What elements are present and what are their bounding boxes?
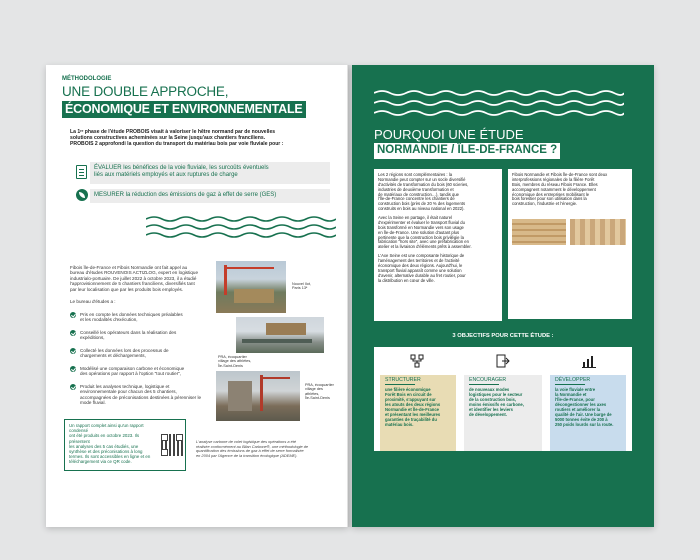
col1-line: industries de deuxième transformation et	[378, 186, 454, 192]
objective-label: ENCOURAGER	[469, 377, 507, 383]
right-title-line-2-text: NORMANDIE / ÎLE-DE-FRANCE ?	[377, 144, 558, 156]
col1-line: construits en bois au niveau national en 2022).	[378, 206, 465, 212]
goal-mesurer-text: MESURER la réduction des émissions de gaz à effet de serre (GES)	[94, 192, 277, 198]
col1-line: pertinente que la construction bois privilégie la	[378, 234, 464, 240]
col2-line: Fibois Normandie et Fibois Île-de-France sont deux	[512, 172, 608, 177]
quote-line: Normandie vers son usage en	[512, 288, 602, 296]
footnote-line: réalisée conformément au Bilan Carbone®, une méthodologie de	[196, 443, 309, 449]
objective-line: logistiques pour le secteur	[469, 391, 523, 397]
objective-line: les atouts des deux régions	[385, 401, 441, 407]
leaf-icon	[76, 189, 88, 201]
objective-line: qualité de l'air. Une barge de	[555, 411, 612, 417]
objective-label: DÉVELOPPER	[555, 377, 591, 383]
report-line: termes. Ils sont accessibles en ligne et en	[69, 454, 151, 460]
checklist-line: environnementale pour chacun des 5 chantiers,	[80, 389, 177, 395]
checklist-line: et les modalités d'exécution,	[80, 317, 138, 323]
col1-line: d'avenir, alternative durable au fret routier, pour	[378, 272, 466, 278]
footnote	[196, 440, 336, 458]
goal-evaluer	[90, 162, 330, 184]
objective-line: la Normandie et	[555, 391, 587, 397]
checklist-line: chargements et déchargements,	[80, 353, 146, 359]
goal-evaluer-line-2: liés aux matériels employés et aux ruptures de charge	[94, 172, 238, 179]
col1-line: l'aménagement des territoires et de l'activité	[378, 258, 460, 263]
col1-line: transport fluvial apparaît comme une solution	[378, 267, 462, 273]
col1-line: Avec la Seine en partage, il était naturel	[378, 215, 452, 220]
objective-line: et présentant les meilleures	[385, 411, 441, 417]
objective-line: proximité, s'appuyant sur	[385, 396, 436, 402]
body-line: industrialo-portuaire. De juillet 2022 à octobre 2023, il a étudié	[70, 275, 197, 281]
caption-line: Nouvel Ilot,	[292, 282, 311, 286]
checklist-line: Conseillé les opérateurs dans la réalisation des	[80, 330, 177, 335]
col1-line: Normandie peut compter sur un socle diversifié	[378, 176, 466, 182]
checklist-line: Produit les analyses technique, logistique et	[80, 384, 170, 389]
checklist-line: accompagnées de préconisations destinées à pérenniser le	[80, 394, 202, 400]
right-title-line-2	[374, 143, 560, 159]
checklist-item	[80, 330, 176, 341]
objective-line: et identifier les leviers	[469, 406, 513, 412]
caption-line: Paris 13ᵉ	[292, 286, 308, 291]
photo-nouvel-ilot	[216, 261, 286, 313]
caption-line: village des	[305, 387, 323, 392]
col2-line: Bois, membres du réseau Fibois France. Elles	[512, 181, 598, 187]
intro-line-3: PROBOIS 2 approfondi la question du transport du matériau bois par voie fluviale pour :	[70, 141, 284, 147]
quote-line: et évaluer le transport	[512, 272, 578, 280]
objective-label: STRUCTURER	[385, 377, 421, 383]
goal-evaluer-line-1: ÉVALUER les bénéfices de la voie fluviale, les surcoûts éventuels	[94, 165, 269, 171]
spine	[347, 65, 353, 527]
checklist-item	[80, 312, 183, 323]
col1-line: fabrication "hors site", avec une préfabrication en	[378, 239, 469, 245]
title-line-1: UNE DOUBLE APPROCHE,	[62, 84, 229, 99]
checklist-line: des opérations par rapport à l'option "tout routier",	[80, 371, 182, 377]
caption-line: Île-Saint-Denis	[218, 363, 243, 368]
objective-line: une filière économique	[385, 387, 431, 392]
report-line: Un rapport complet ainsi qu'un rapport condensé	[69, 423, 144, 434]
list-intro: Le bureau d'études a :	[70, 299, 116, 304]
photo-wood-beams	[512, 219, 566, 245]
caption-village-2	[305, 383, 334, 401]
objective-line: 250 poids lourds sur la route.	[555, 421, 614, 427]
objective-line: garanties de traçabilité du	[385, 416, 437, 422]
caption-village-1	[218, 355, 251, 368]
bar-chart-icon	[582, 354, 596, 368]
footnote-line: quantification des émissions de gaz à effet de serre formalisée	[196, 448, 304, 454]
col2-line: construction, l'industrie et l'énergie.	[512, 201, 578, 207]
body-paragraph	[70, 265, 230, 292]
checklist-line: Collecté les données lors des processus de	[80, 348, 169, 353]
objective-line: moins émissifs en carbone,	[469, 401, 524, 407]
col1-line: la distribution en cœur de ville.	[378, 277, 435, 283]
checklist-item	[80, 384, 230, 406]
col2-line: économique des entreprises mobilisant le	[512, 191, 590, 197]
objective-line: de nouveaux modes	[469, 387, 510, 392]
quote-line: Il était naturel d'expérimenter	[512, 265, 600, 272]
photo-village-athletes-1	[236, 317, 324, 353]
objective-line: 5000 tonnes évite de 200 à	[555, 416, 608, 422]
info-card-regions	[374, 169, 502, 321]
checklist-line: Pris en compte les données techniques préalables	[80, 312, 183, 317]
objective-line: de développement.	[469, 411, 507, 417]
left-page	[46, 65, 348, 527]
col2-line: interprofessions régionales de la filière Forêt	[512, 176, 595, 182]
pull-quote	[512, 265, 632, 304]
objectives-title: 3 OBJECTIFS POUR CETTE ÉTUDE :	[452, 333, 554, 339]
col2-line: accompagnent notamment le développement	[512, 186, 596, 192]
col1-line: de matériaux de construction…), tandis que	[378, 191, 460, 197]
col1-line: bois transformé en Normandie vers son usage	[378, 224, 464, 230]
col1-line: construction bois (près de 20 % des logements	[378, 201, 466, 207]
network-icon	[410, 354, 424, 368]
title-line-2-text: ÉCONOMIQUE ET ENVIRONNEMENTALE	[65, 102, 303, 116]
col2-line: bois forestier pour son utilisation dans la	[512, 196, 587, 202]
check-icon	[70, 312, 76, 318]
objective-line: routiers et améliorer la	[555, 406, 601, 412]
right-title-line-1: POURQUOI UNE ÉTUDE	[374, 127, 524, 142]
body-line: bureau d'études ROUVENOIS ACTIZLOG, expert en logistique	[70, 270, 199, 276]
objective-line: Normandie et Île-de-France	[385, 406, 439, 412]
section-kicker: MÉTHODOLOGIE	[62, 76, 112, 82]
body-line: Fibois Île-de-France et Fibois Normandie ont fait appel au	[70, 265, 188, 270]
report-line: téléchargement via ce QR code.	[69, 459, 132, 465]
col1-line: économique des deux régions. Aujourd'hui, le	[378, 262, 463, 268]
objective-developper	[546, 347, 632, 451]
checklist-item	[80, 348, 169, 359]
right-page	[352, 65, 654, 527]
caption-nouvel-ilot	[292, 282, 311, 291]
wave-decoration	[374, 87, 624, 123]
col1-line: en Île-de-France. Une solution d'autant plus	[378, 229, 460, 235]
photo-wood-stack	[570, 219, 626, 245]
photo-village-athletes-2	[216, 371, 300, 421]
objective-line: l'Île-de-France, pour	[555, 396, 595, 402]
col1-line: Les 2 régions sont complémentaires : la	[378, 172, 453, 177]
check-icon	[70, 366, 76, 372]
quote-line: Île-de-France.	[512, 296, 553, 304]
objective-line: Forêt Bois en circuit de	[385, 391, 432, 397]
objective-line: de la construction bois,	[469, 396, 516, 402]
intro-paragraph	[70, 129, 340, 147]
check-icon	[70, 348, 76, 354]
checklist-line: Modélisé une comparaison carbone et économique	[80, 366, 185, 371]
col1-line: L'Axe Seine est une composante historique de	[378, 253, 465, 259]
qr-code[interactable]	[161, 434, 183, 456]
wave-decoration	[146, 213, 336, 243]
objective-structurer	[374, 347, 460, 451]
report-line: synthèse et des préconisations à long	[69, 448, 143, 454]
goal-mesurer	[90, 189, 330, 203]
checklist-item	[80, 366, 184, 377]
objective-line: matériau bois.	[385, 421, 414, 427]
body-line: l'approvisionnement de 5 chantiers franciliens, diversifiés tant	[70, 281, 195, 287]
checklist-line: expéditions,	[80, 335, 105, 341]
body-line: par leur localisation que par les produits bois employés.	[70, 286, 184, 292]
exit-icon	[496, 354, 510, 368]
footnote-line: L'analyse carbone de volet logistique des opérations a été	[196, 439, 297, 444]
intro-line-1: La 1ʳᵉ phase de l'étude PROBOIS visait à valoriser le hêtre normand par de nouvelles	[70, 129, 276, 135]
report-box	[64, 419, 186, 471]
caption-line: athlètes,	[305, 391, 320, 396]
intro-line-2: solutions constructives acheminées sur la Seine jusqu'aux chantiers franciliens.	[70, 135, 266, 141]
objective-line: décongestionner les axes	[555, 401, 607, 407]
caption-line: village des athlètes,	[218, 359, 252, 364]
objectives-panel	[374, 347, 632, 451]
col1-line: atelier et la livraison d'éléments prêts à assembler.	[378, 244, 472, 250]
check-icon	[70, 330, 76, 336]
quote-line: fluvial du bois transformé en	[512, 280, 599, 288]
objective-encourager	[460, 347, 546, 451]
caption-line: PRA, écoquartier	[218, 355, 247, 359]
footnote-line: en 2004 par l'Agence de la transition écologique (ADEME).	[196, 452, 298, 458]
report-line: les analyses des 5 cas étudiés, une	[69, 443, 139, 449]
col1-line: d'expérimenter et évaluer le transport fluvial du	[378, 219, 465, 225]
title-line-2	[62, 101, 306, 118]
clipboard-icon	[76, 165, 87, 179]
report-line: ont été produits en octobre 2023. Ils présentent	[69, 433, 140, 444]
col1-line: l'Île-de-France concentre les chantiers de	[378, 196, 455, 202]
caption-line: Île-Saint-Denis	[305, 396, 330, 401]
col1-line: d'activités de transformation du bois (60 scieries,	[378, 181, 469, 187]
objective-line: la voie fluviale entre	[555, 387, 596, 392]
checklist-line: mode fluvial.	[80, 400, 106, 406]
caption-line: PRA, écoquartier	[305, 383, 334, 387]
check-icon	[70, 384, 76, 390]
